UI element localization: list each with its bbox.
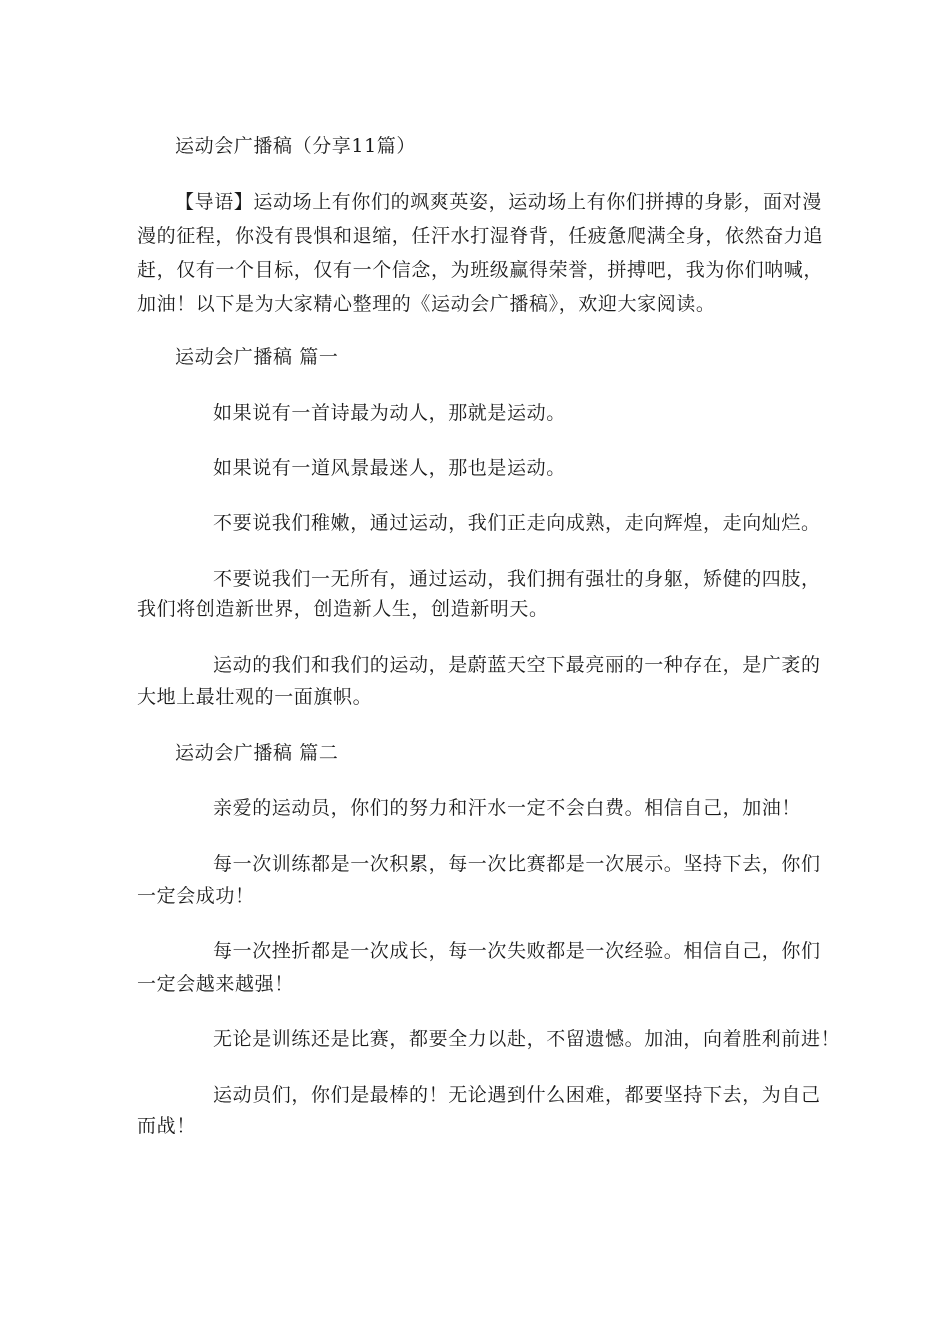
paragraph-line: 不要说我们一无所有，通过运动，我们拥有强壮的身躯，矫健的四肢， <box>213 568 821 590</box>
intro-line: 加油！以下是为大家精心整理的《运动会广播稿》，欢迎大家阅读。 <box>137 293 716 315</box>
section1-paragraph-1: 如果说有一首诗最为动人，那就是运动。 <box>213 402 566 424</box>
paragraph-line: 运动员们，你们是最棒的！无论遇到什么困难，都要坚持下去，为自己 <box>213 1084 821 1106</box>
section1-paragraph-3: 不要说我们稚嫩，通过运动，我们正走向成熟，走向辉煌，走向灿烂。 <box>213 512 821 534</box>
paragraph-line: 我们将创造新世界，创造新人生，创造新明天。 <box>137 598 549 620</box>
paragraph-line: 一定会越来越强！ <box>137 973 294 995</box>
section1-paragraph-2: 如果说有一道风景最迷人，那也是运动。 <box>213 457 566 479</box>
section2-paragraph-1: 亲爱的运动员，你们的努力和汗水一定不会白费。相信自己，加油！ <box>213 797 802 819</box>
intro-line: 漫的征程，你没有畏惧和退缩，任汗水打湿脊背，任疲惫爬满全身，依然奋力追 <box>137 225 824 247</box>
section-heading-1: 运动会广播稿 篇一 <box>175 346 339 368</box>
paragraph-line: 一定会成功！ <box>137 885 255 907</box>
paragraph-line: 运动的我们和我们的运动，是蔚蓝天空下最亮丽的一种存在，是广袤的 <box>213 654 821 676</box>
paragraph-line: 每一次训练都是一次积累，每一次比赛都是一次展示。坚持下去，你们 <box>213 853 821 875</box>
paragraph-line: 每一次挫折都是一次成长，每一次失败都是一次经验。相信自己，你们 <box>213 940 821 962</box>
intro-line: 赶，仅有一个目标，仅有一个信念，为班级赢得荣誉，拼搏吧，我为你们呐喊， <box>137 259 824 281</box>
paragraph-line: 而战！ <box>137 1115 196 1137</box>
document-title: 运动会广播稿（分享11篇） <box>175 135 416 157</box>
section2-paragraph-4: 无论是训练还是比赛，都要全力以赴，不留遗憾。加油，向着胜利前进！ <box>213 1028 841 1050</box>
section-heading-2: 运动会广播稿 篇二 <box>175 742 339 764</box>
intro-line: 【导语】运动场上有你们的飒爽英姿，运动场上有你们拼搏的身影，面对漫 <box>175 191 822 213</box>
paragraph-line: 大地上最壮观的一面旗帜。 <box>137 686 373 708</box>
